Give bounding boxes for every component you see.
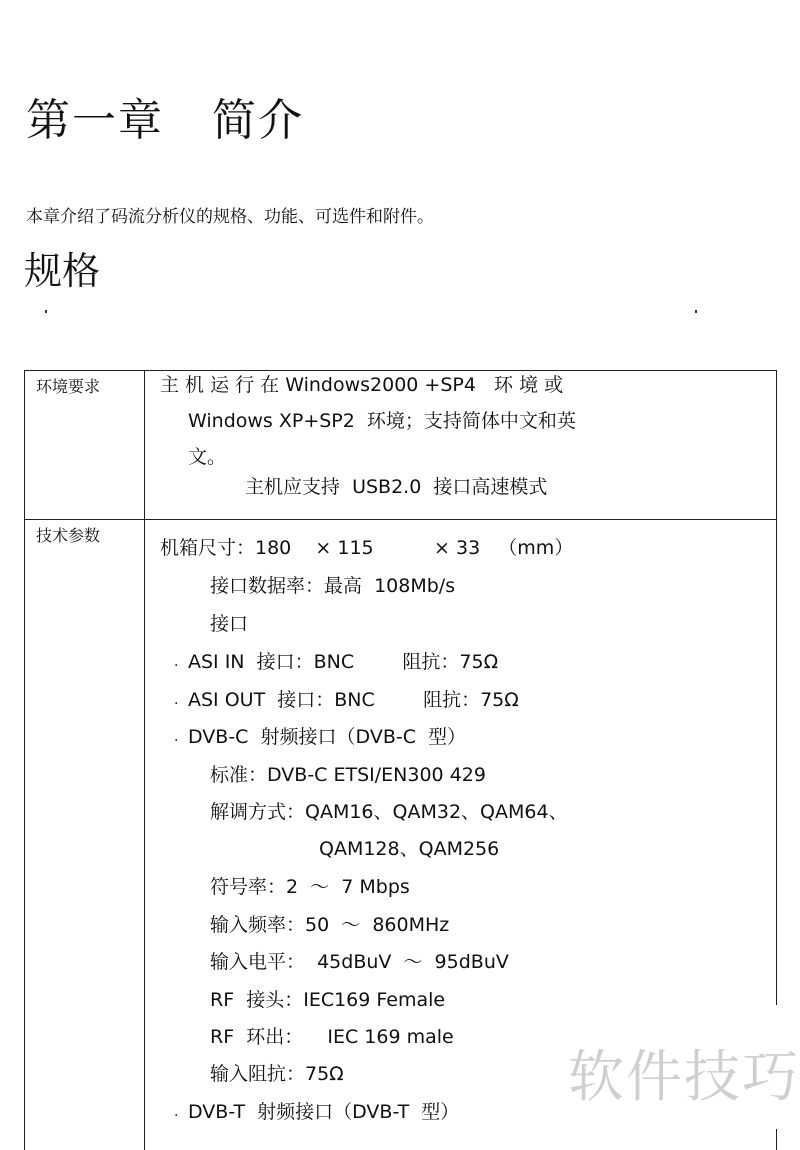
tech-line: RF 环出： IEC 169 male <box>210 1026 454 1048</box>
bullet: . <box>174 1104 179 1120</box>
tech-line: DVB-C 射频接口（DVB-C 型） <box>188 726 467 748</box>
table-row-divider <box>24 519 777 520</box>
env-line: 文。 <box>188 446 227 468</box>
tech-line: 输入电平： 45dBuV ～ 95dBuV <box>210 951 509 973</box>
tech-line: QAM128、QAM256 <box>319 838 500 860</box>
decorative-dot <box>45 310 47 313</box>
tech-line: RF 接头：IEC169 Female <box>210 989 446 1011</box>
tech-line: ASI OUT 接口：BNC 阻抗：75Ω <box>188 689 519 711</box>
bullet: . <box>174 729 179 745</box>
chapter-title: 第一章 简介 <box>26 95 304 146</box>
tech-line: 标准：DVB-C ETSI/EN300 429 <box>210 764 486 786</box>
tech-line: 接口 <box>210 613 249 635</box>
bullet: . <box>174 654 179 670</box>
env-line: Windows XP+SP2 环境；支持简体中文和英 <box>188 410 576 432</box>
env-line: 主机应支持 USB2.0 接口高速模式 <box>245 476 548 498</box>
tech-line: 输入频率：50 ～ 860MHz <box>210 914 450 936</box>
tech-line: ASI IN 接口：BNC 阻抗：75Ω <box>188 651 499 673</box>
section-title: 规格 <box>24 249 101 293</box>
tech-line: 接口数据率：最高 108Mb/s <box>210 575 456 597</box>
watermark: 软件技巧 <box>568 1045 800 1110</box>
decorative-dot <box>695 310 697 313</box>
table-column-divider <box>144 370 145 1150</box>
bullet: . <box>174 692 179 708</box>
tech-line: 解调方式：QAM16、QAM32、QAM64、 <box>210 801 568 823</box>
tech-line: 符号率：2 ～ 7 Mbps <box>210 876 410 898</box>
tech-line: DVB-T 射频接口（DVB-T 型） <box>188 1101 460 1123</box>
tech-line: 输入阻抗：75Ω <box>210 1063 344 1085</box>
env-label: 环境要求 <box>36 377 101 396</box>
tech-line: 机箱尺寸：180 × 115 × 33 （mm） <box>160 537 574 559</box>
intro-paragraph: 本章介绍了码流分析仪的规格、功能、可选件和附件。 <box>26 207 434 227</box>
tech-label: 技术参数 <box>36 526 101 545</box>
env-line: 主 机 运 行 在 Windows2000 +SP4 环 境 或 <box>160 374 564 396</box>
